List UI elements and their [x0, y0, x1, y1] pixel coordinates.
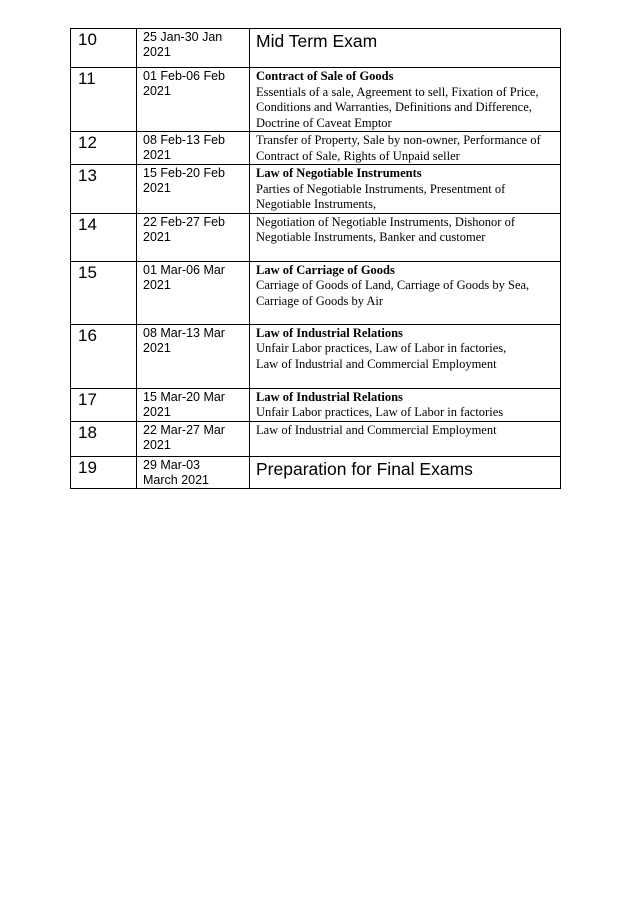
topic-cell: [250, 421, 561, 456]
week-cell: [71, 261, 137, 324]
week-cell: [71, 68, 137, 132]
topic-description: Parties of Negotiable Instruments, Presentment of Negotiable Instruments,: [256, 181, 506, 211]
table-row: [71, 324, 561, 388]
date-cell: [137, 165, 250, 214]
week-number: 10: [78, 30, 97, 49]
week-cell: [71, 456, 137, 488]
topic-heading: Law of Negotiable Instruments: [256, 166, 422, 180]
date-range: 22 Mar-27 Mar 2021: [143, 422, 225, 452]
week-cell: [71, 29, 137, 68]
week-cell: [71, 132, 137, 165]
week-number: 15: [78, 262, 97, 282]
table-row: [71, 29, 561, 68]
topic-cell: [250, 324, 561, 388]
table-row: [71, 213, 561, 261]
topic-heading: Contract of Sale of Goods: [256, 69, 394, 83]
week-number: 16: [78, 325, 97, 345]
week-number: 13: [78, 166, 97, 185]
schedule-body: [71, 29, 561, 489]
date-range: 25 Jan-30 Jan 2021: [143, 30, 223, 59]
date-range: 01 Feb-06 Feb 2021: [143, 69, 225, 98]
week-cell: [71, 324, 137, 388]
topic-cell: [250, 132, 561, 165]
week-cell: [71, 213, 137, 261]
topic-title: Preparation for Final Exams: [256, 458, 473, 479]
schedule-table: [70, 28, 561, 489]
week-number: 18: [78, 422, 97, 442]
topic-description: Unfair Labor practices, Law of Labor in factories, Law of Industrial and Commercial Employment: [256, 341, 507, 371]
date-range: 08 Feb-13 Feb 2021: [143, 133, 225, 162]
week-number: 14: [78, 214, 97, 234]
topic-cell: [250, 165, 561, 214]
topic-title: Mid Term Exam: [256, 31, 378, 51]
topic-description: Law of Industrial and Commercial Employment: [256, 422, 497, 437]
date-range: 22 Feb-27 Feb 2021: [143, 214, 225, 244]
table-row: [71, 132, 561, 165]
table-row: [71, 261, 561, 324]
date-cell: [137, 261, 250, 324]
week-cell: [71, 421, 137, 456]
week-cell: [71, 165, 137, 214]
date-cell: [137, 456, 250, 488]
topic-cell: [250, 29, 561, 68]
topic-cell: [250, 456, 561, 488]
table-row: [71, 421, 561, 456]
topic-cell: [250, 261, 561, 324]
topic-heading: Law of Industrial Relations: [256, 325, 403, 340]
topic-description: Transfer of Property, Sale by non-owner, Performance of Contract of Sale, Rights of Unpaid seller: [256, 133, 541, 163]
date-range: 15 Feb-20 Feb 2021: [143, 166, 225, 195]
week-number: 17: [78, 389, 97, 409]
week-number: 12: [78, 133, 97, 152]
date-cell: [137, 213, 250, 261]
date-range: 29 Mar-03 March 2021: [143, 457, 210, 487]
topic-cell: [250, 68, 561, 132]
date-cell: [137, 68, 250, 132]
table-row: [71, 165, 561, 214]
date-range: 01 Mar-06 Mar 2021: [143, 262, 225, 292]
topic-description: Carriage of Goods of Land, Carriage of Goods by Sea, Carriage of Goods by Air: [256, 278, 530, 308]
week-cell: [71, 388, 137, 421]
week-number: 11: [78, 69, 96, 88]
table-row: [71, 388, 561, 421]
topic-cell: [250, 388, 561, 421]
topic-cell: [250, 213, 561, 261]
table-row: [71, 456, 561, 488]
table-row: [71, 68, 561, 132]
week-number: 19: [78, 457, 97, 477]
date-cell: [137, 388, 250, 421]
topic-heading: Law of Carriage of Goods: [256, 262, 395, 277]
date-cell: [137, 29, 250, 68]
date-cell: [137, 324, 250, 388]
topic-heading: Law of Industrial Relations: [256, 389, 403, 404]
topic-description: Negotiation of Negotiable Instruments, Dishonor of Negotiable Instruments, Banker and customer: [256, 214, 515, 244]
date-cell: [137, 132, 250, 165]
date-range: 15 Mar-20 Mar 2021: [143, 389, 225, 419]
topic-description: Essentials of a sale, Agreement to sell, Fixation of Price, Conditions and Warranties, Definitions and Difference, Doctrine of Caveat Emptor: [256, 84, 539, 130]
date-range: 08 Mar-13 Mar 2021: [143, 325, 225, 355]
topic-description: Unfair Labor practices, Law of Labor in factories: [256, 405, 504, 419]
date-cell: [137, 421, 250, 456]
